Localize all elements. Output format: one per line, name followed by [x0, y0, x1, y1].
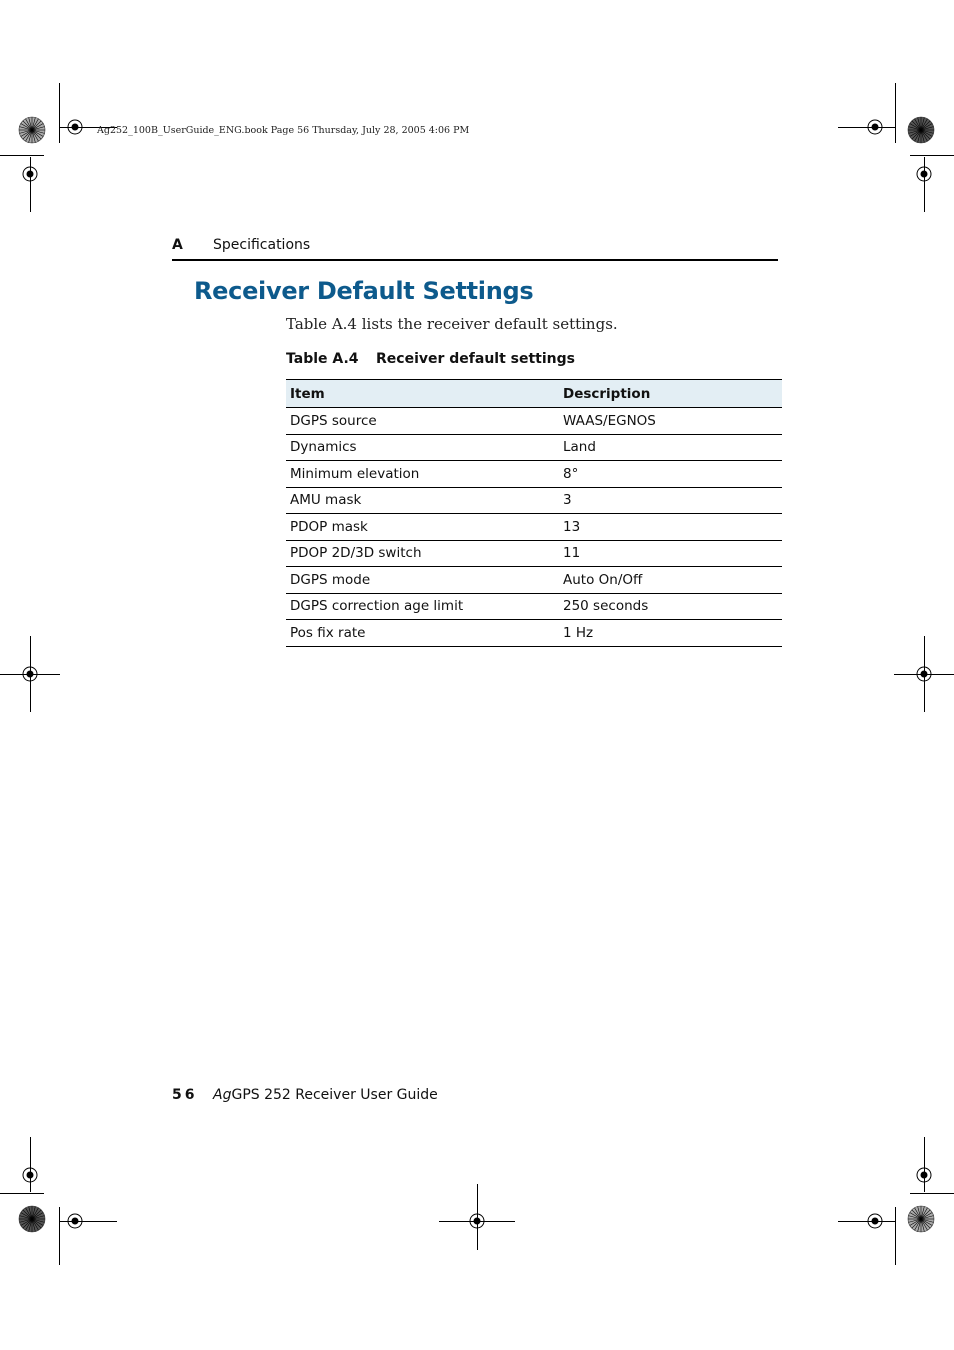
chapter-title: Specifications: [213, 237, 311, 253]
item-cell: Minimum elevation: [286, 461, 559, 488]
table-row: [286, 408, 782, 435]
print-slug: Ag252_100B_UserGuide_ENG.book Page 56 Thursday, July 28, 2005 4:06 PM: [97, 125, 470, 136]
column-header-item: Item: [286, 380, 559, 408]
description-cell: 250 seconds: [559, 593, 782, 620]
table-row: [286, 593, 782, 620]
table-title: Receiver default settings: [376, 351, 575, 367]
page-number: 56: [172, 1087, 198, 1103]
table-row: [286, 540, 782, 567]
description-cell: Auto On/Off: [559, 567, 782, 594]
item-cell: DGPS source: [286, 408, 559, 435]
running-head: [172, 237, 778, 261]
footer-title-italic: Ag: [213, 1087, 232, 1103]
description-cell: 13: [559, 514, 782, 541]
table-number: Table A.4: [286, 351, 359, 367]
section-title: Receiver Default Settings: [194, 277, 534, 305]
description-cell: 3: [559, 487, 782, 514]
description-cell: 8°: [559, 461, 782, 488]
table-row: [286, 434, 782, 461]
table-row: [286, 514, 782, 541]
table-header-row: [286, 380, 782, 408]
table-row: [286, 487, 782, 514]
intro-paragraph: Table A.4 lists the receiver default settings.: [286, 315, 618, 333]
item-cell: PDOP 2D/3D switch: [286, 540, 559, 567]
appendix-letter: A: [172, 237, 183, 253]
description-cell: 1 Hz: [559, 620, 782, 647]
description-cell: WAAS/EGNOS: [559, 408, 782, 435]
table-row: [286, 567, 782, 594]
description-cell: Land: [559, 434, 782, 461]
item-cell: DGPS correction age limit: [286, 593, 559, 620]
column-header-description: Description: [559, 380, 782, 408]
settings-table: [286, 379, 782, 647]
item-cell: Pos fix rate: [286, 620, 559, 647]
item-cell: Dynamics: [286, 434, 559, 461]
description-cell: 11: [559, 540, 782, 567]
item-cell: AMU mask: [286, 487, 559, 514]
footer-title: GPS 252 Receiver User Guide: [231, 1087, 438, 1103]
item-cell: PDOP mask: [286, 514, 559, 541]
table-row: [286, 620, 782, 647]
page-footer: [172, 1087, 438, 1103]
item-cell: DGPS mode: [286, 567, 559, 594]
table-row: [286, 461, 782, 488]
table-caption: [286, 351, 575, 367]
